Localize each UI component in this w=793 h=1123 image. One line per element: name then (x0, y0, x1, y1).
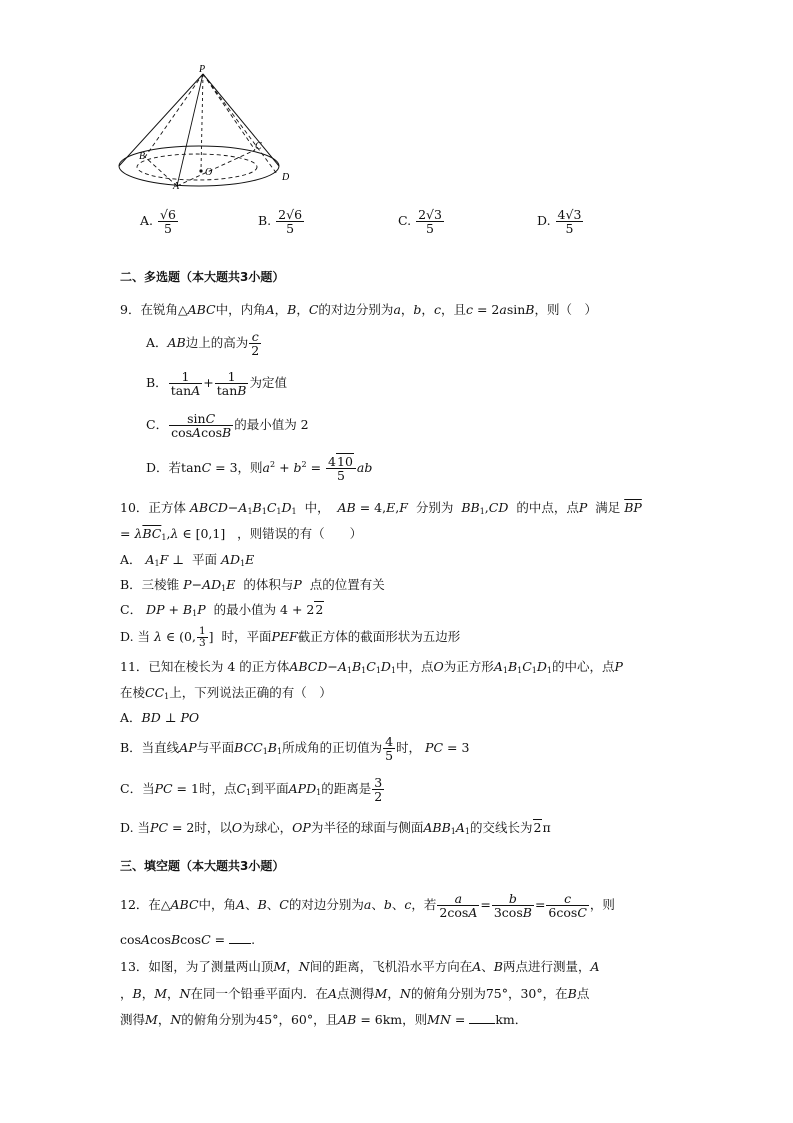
q10-option-d: D. 当 λ ∈ (0, $\frac{1}{3}$ ] 时，平面PEF截正方体的截面形状为五边形 (120, 625, 461, 650)
cone-figure (115, 62, 295, 192)
q13-line2: ，B，M，N在同一个铅垂平面内．在A点测得M，N的俯角分别为75°，30°，在B点 (120, 986, 590, 1001)
q8-option-c: C. $\frac{2√3}{5}$ (398, 207, 442, 237)
cone-side-left (119, 74, 203, 166)
q12-answer-line: cosAcosBcosC = . (120, 932, 256, 947)
q9-option-b: B． $\frac{1}{\tan A}$ + $\frac{1}{\tan B}$ 为定值 (146, 369, 287, 399)
center-O (199, 169, 202, 172)
edge-PA (177, 74, 203, 186)
q10-option-a: A． $A_1F$ ⊥ 平面 $AD_1E$ (120, 552, 255, 568)
q9-option-d: D．若tanC = 3，则$a^2 + b^2$ = $\frac{410}{5}$ ab (146, 454, 373, 484)
label-P: P (199, 64, 206, 75)
q10-option-b: B．三棱锥 $P-AD_1E$ 的体积与P 点的位置有关 (120, 577, 385, 593)
cone-base-inner (137, 154, 257, 180)
label-C: C (255, 141, 262, 152)
edge-AC (177, 150, 255, 186)
q8-option-d: D. $\frac{4√3}{5}$ (537, 207, 582, 237)
edge-PO (201, 74, 203, 170)
q10-option-c: C． DP + $B_1P$ 的最小值为 4 + 22 (120, 602, 324, 618)
q8-option-b: B. $\frac{2√6}{5}$ (258, 207, 303, 237)
edge-PD (203, 74, 277, 174)
q11-option-d: D. 当PC = 2时，以O为球心，OP为半径的球面与侧面$ABB_1A_1$的交线长为2π (120, 820, 551, 836)
q10-stem-line2: = $\lambda\overline{BC}_1,\lambda$ ∈ [0,1] ，则错误的有（ ） (120, 526, 363, 542)
q9-option-a: A．AB边上的高为 $\frac{c}{2}$ (146, 329, 260, 359)
q11-option-c: C．当PC = 1时，点$C_1$到平面$APD_1$的距离是 $\frac{3}{2}$ (120, 775, 383, 805)
q13-blank[interactable] (469, 1013, 495, 1024)
section-title-multi-choice: 二、多选题（本大题共3小题） (120, 270, 285, 284)
q11-option-a: A．BD ⊥ PO (120, 710, 200, 725)
edge-PB (145, 74, 203, 157)
q9-stem: 9．在锐角△ABC中，内角A，B，C的对边分别为a，b，c，且c = 2asinB，则（ ） (120, 302, 597, 317)
q12-stem: 12．在△ABC中，角A、B、C的对边分别为a、b、c，若 $\frac{a}{2\cos A}$ = $\frac{b}{3\cos B}$ = $\frac{c}{6\cos C}$ ，则 (120, 891, 615, 921)
label-A: A (173, 181, 180, 192)
q9-option-c: C． $\frac{\sin C}{\text{cosAcosB}}$ 的最小值为 2 (146, 411, 309, 441)
cone-side-right (203, 74, 279, 166)
label-D: D (282, 172, 290, 183)
q13-line1: 13．如图，为了测量两山顶M，N间的距离，飞机沿水平方向在A、B两点进行测量，A (120, 959, 600, 974)
label-O: O (205, 167, 213, 178)
q10-stem-line1: 10．正方体 $ABCD-A_1B_1C_1D_1$ 中， AB = 4,E,F 分别为 $BB_1,CD$ 的中点，点P 满足 $\overline{BP}$ (120, 500, 642, 516)
label-B: B (139, 151, 146, 162)
q12-blank[interactable] (229, 933, 251, 944)
q11-option-b: B．当直线AP与平面$BCC_1B_1$所成角的正切值为 $\frac{4}{5}$ 时， PC = 3 (120, 734, 470, 764)
q13-line3: 测得M，N的俯角分别为45°，60°，且AB = 6km，则MN = km． (120, 1012, 528, 1027)
q11-stem-line1: 11．已知在棱长为 4 的正方体$ABCD-A_1B_1C_1D_1$中，点O为正方形$A_1B_1C_1D_1$的中心，点P (120, 659, 623, 675)
q11-stem-line2: 在棱$CC_1$上，下列说法正确的有（ ） (120, 685, 332, 701)
edge-PC (203, 74, 255, 150)
q8-option-a: A. $\frac{√6}{5}$ (140, 207, 176, 237)
section-title-fill-blank: 三、填空题（本大题共3小题） (120, 859, 285, 873)
